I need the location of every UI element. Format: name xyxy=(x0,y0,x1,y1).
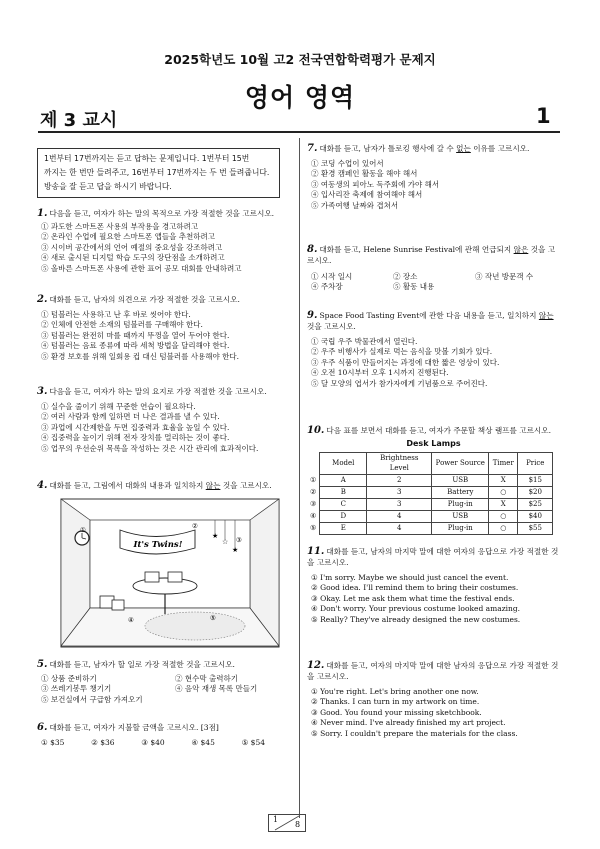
option: ② 장소 xyxy=(393,272,418,281)
table-row: ① A 2 USB X $15 xyxy=(307,474,553,486)
option: ④ 입사리잔 축제에 참여해야 해서 xyxy=(311,190,423,200)
banner-text: It's Twins! xyxy=(133,540,183,550)
option: ① I'm sorry. Maybe we should just cancel the event. xyxy=(311,573,509,582)
question-6 xyxy=(37,722,287,748)
listening-notice: 1번부터 17번까지는 듣고 답하는 문제입니다. 1번부터 15번 까지는 한 번만 들려주고, 16번부터 17번까지는 두 번 들려줍니다. 방송을 잘 듣고 답을 하시기 바랍니다. xyxy=(37,148,280,198)
table-header: Power Source xyxy=(432,452,489,474)
table-header: Price xyxy=(518,452,553,474)
question-number: 4. xyxy=(37,480,48,491)
table-row: ④ D 4 USB ○ $40 xyxy=(307,510,553,522)
question-9: 9. Space Food Tasting Event에 관한 다음 내용을 듣고, 일치하지 않는 것을 고르시오. ① 국립 우주 박물관에서 열린다. ② 우주 비행사가 실제로 먹는 음식을 맛볼 기회가 있다. ③ 우주 식품이 만들어지는 과정에 대한 짧은 영상이 있다. ④ 오전 10시부터 오후 1시까지 진행된다. ⑤ 달 모양의 엽서가 참가자에게 기념품으로 주어진다. xyxy=(307,310,560,389)
question-text: 다음을 듣고, 여자가 하는 말의 목적으로 가장 적절한 것을 고르시오. xyxy=(49,209,275,218)
table-header: Model xyxy=(320,452,367,474)
footer-total: 8 xyxy=(295,820,301,829)
question-10 xyxy=(307,425,560,535)
option: ⑤ Sorry. I couldn't prepare the materials for the class. xyxy=(311,728,518,738)
option: ③ 텀블러는 완전히 마를 때까지 뚜껑을 열어 두어야 한다. xyxy=(41,330,230,340)
option: ④ 음악 재생 목록 만들기 xyxy=(175,684,258,694)
table-row: ③ C 3 Plug-in X $25 xyxy=(307,498,553,510)
option: ① 코딩 수업이 있어서 xyxy=(311,159,384,168)
question-number: 11. xyxy=(307,546,325,557)
option: ③ 여동생의 피아노 독주회에 가야 해서 xyxy=(311,179,440,189)
label-5: ⑤ xyxy=(210,614,216,622)
table-title: Desk Lamps xyxy=(406,439,461,448)
star-icon: ☆ xyxy=(222,538,229,546)
option: ③ 우주 식품이 만들어지는 과정에 대한 짧은 영상이 있다. xyxy=(311,357,500,367)
option: ④ 주차장 xyxy=(311,282,343,292)
header-rule xyxy=(38,131,560,133)
question-2 xyxy=(37,294,287,362)
option: ① 텀블러는 사용하고 난 후 바로 씻어야 한다. xyxy=(41,310,191,319)
option: ⑤ 보건실에서 구급함 가져오기 xyxy=(41,694,143,704)
column-divider xyxy=(299,138,300,818)
question-text: 대화를 듣고, 남자의 마지막 말에 대한 여자의 응답으로 가장 적절한 것을 고르시오. xyxy=(307,547,559,567)
option: ① 시작 일시 xyxy=(311,272,353,281)
option: ① 실수을 줄이기 위해 꾸준한 연습이 필요하다. xyxy=(41,402,196,411)
round-rug xyxy=(145,612,245,640)
question-number: 5. xyxy=(37,659,48,670)
question-number: 6. xyxy=(37,722,48,733)
question-number: 1. xyxy=(37,208,48,219)
page-number: 1 xyxy=(536,104,551,128)
option: ① You're right. Let's bring another one now. xyxy=(311,687,479,696)
gift-box-icon xyxy=(112,600,124,610)
option: ③ $40 xyxy=(141,738,165,747)
option: ④ 오전 10시부터 오후 1시까지 진행된다. xyxy=(311,368,449,378)
option: ① 국립 우주 박물관에서 열린다. xyxy=(311,337,418,346)
label-2: ② xyxy=(192,522,198,530)
option: ⑤ Really? They've already designed the new costumes. xyxy=(311,614,521,624)
option: ④ 새로 출시된 디지털 학습 도구의 장단점을 소개하려고 xyxy=(41,253,225,263)
option: ① 상품 준비하기 xyxy=(41,674,97,683)
question-number: 7. xyxy=(307,143,318,154)
party-room-illustration xyxy=(60,498,280,648)
table-header: Brightness Level xyxy=(367,452,432,474)
label-4: ④ xyxy=(128,616,134,624)
question-7: 7. 대화를 듣고, 남자가 틀로킹 행사에 갈 수 없는 이유를 고르시오. ① 코딩 수업이 있어서 ② 환경 캠페인 활동을 해야 해서 ③ 여동생의 피아노 독주회에 가야 해서 ④ 입사리잔 축제에 참여해야 해서 ⑤ 가족여행 날짜와 겹쳐서 xyxy=(307,143,560,211)
question-number: 12. xyxy=(307,660,325,671)
option: ③ 쓰레기봉투 챙기기 xyxy=(41,684,112,694)
option: ⑤ 환경 보호를 위해 일회용 컵 대신 텀블러를 사용해야 한다. xyxy=(41,351,239,361)
option: ② 현수막 출력하기 xyxy=(175,674,238,683)
question-text: 다음을 듣고, 여자가 하는 말의 요지로 가장 적절한 것을 고르시오. xyxy=(49,387,267,396)
question-text: 대화를 듣고, 남자가 할 일로 가장 적절한 것을 고르시오. xyxy=(49,660,235,669)
cake-icon xyxy=(168,572,182,582)
table-header: Timer xyxy=(489,452,518,474)
option: ⑤ 활동 내용 xyxy=(393,282,435,292)
question-number: 9. xyxy=(307,310,318,321)
option: ② 여러 사람과 함께 일하면 더 나은 결과를 낼 수 있다. xyxy=(41,412,220,422)
option: ③ 작년 방문객 수 xyxy=(475,272,534,281)
star-icon: ★ xyxy=(232,546,239,554)
option: ④ Never mind. I've already finished my art project. xyxy=(311,718,506,728)
question-12 xyxy=(307,660,560,739)
option: ⑤ 가족여행 날짜와 겹쳐서 xyxy=(311,200,399,210)
cake-icon xyxy=(145,572,159,582)
table-row: ② B 3 Battery ○ $20 xyxy=(307,486,553,498)
option: ③ Good. You found your missing sketchbook. xyxy=(311,707,482,717)
question-number: 2. xyxy=(37,294,48,305)
footer-page: 1 xyxy=(273,815,279,824)
question-number: 3. xyxy=(37,386,48,397)
question-text: 다음 표를 보면서 대화를 듣고, 여자가 주문할 책상 램프를 고르시오. xyxy=(326,426,552,435)
question-5 xyxy=(37,659,287,705)
option: ② 인체에 안전한 소재의 텀블러를 구매해야 한다. xyxy=(41,320,203,330)
label-3: ③ xyxy=(236,536,242,544)
option: ② 우주 비행사가 실제로 먹는 음식을 맛볼 기회가 있다. xyxy=(311,347,493,357)
question-1 xyxy=(37,208,287,274)
option: ② $36 xyxy=(91,738,115,747)
question-3 xyxy=(37,386,287,454)
question-11 xyxy=(307,546,560,625)
option: ④ 집중력을 높이기 위해 전자 장치를 멀리하는 것이 좋다. xyxy=(41,433,230,443)
option: ⑤ 업무의 우선순위 목록을 작성하는 것은 시간 관리에 효과적이다. xyxy=(41,443,259,453)
page-footer xyxy=(268,814,306,832)
question-number: 10. xyxy=(307,425,325,436)
option: ④ Don't worry. Your previous costume looked amazing. xyxy=(311,604,521,614)
option: ② 환경 캠페인 활동을 해야 해서 xyxy=(311,169,418,179)
option: ② 온라인 수업에 필요한 스마트폰 앱들을 추천하려고 xyxy=(41,232,215,242)
question-number: 8. xyxy=(307,244,318,255)
option: ⑤ 올바른 스마트폰 사용에 관한 표어 공모 대회를 안내하려고 xyxy=(41,263,242,273)
option: ② Thanks. I can turn in my artwork on time. xyxy=(311,697,480,707)
option: ⑤ $54 xyxy=(241,738,265,747)
round-table xyxy=(133,578,197,594)
question-text: 대화를 듣고, 여자의 마지막 말에 대한 남자의 응답으로 가장 적절한 것을 고르시오. xyxy=(307,661,559,681)
star-icon: ★ xyxy=(212,532,219,540)
subject-title: 영어 영역 xyxy=(244,83,356,112)
question-text: 대화를 듣고, 여자가 지불할 금액을 고르시오. [3점] xyxy=(49,723,219,732)
option: ① $35 xyxy=(41,738,65,747)
question-4: 4. 대화를 듣고, 그림에서 대화의 내용과 일치하지 않는 것을 고르시오. xyxy=(37,480,272,491)
option: ① 과도한 스마트폰 사용의 부작용을 경고하려고 xyxy=(41,222,199,231)
desk-lamps-table xyxy=(307,452,553,535)
exam-title: 2025학년도 10월 고2 전국연합학력평가 문제지 xyxy=(164,52,436,67)
period-label: 제 3 교시 xyxy=(40,110,118,131)
label-1: ① xyxy=(80,526,86,534)
option: ⑤ 달 모양의 엽서가 참가자에게 기념품으로 주어진다. xyxy=(311,378,488,388)
option: ④ $45 xyxy=(191,738,215,747)
option: ② Good idea. I'll remind them to bring their costumes. xyxy=(311,583,519,593)
option: ③ 과업에 시간제한을 두면 집중력과 효율을 높일 수 있다. xyxy=(41,422,230,432)
table-row: ⑤ E 4 Plug-in ○ $55 xyxy=(307,522,553,534)
question-text: 대화를 듣고, 남자의 의견으로 가장 적절한 것을 고르시오. xyxy=(49,295,240,304)
question-8: 8. 대화를 듣고, Helene Sunrise Festival에 관해 언급되지 않은 것을 고르시오. ① 시작 일시 ② 장소 ③ 작년 방문객 수 ④ 주차장 ⑤ 활동 내용 xyxy=(307,244,556,292)
option: ③ 시이버 공간에서의 언어 예절의 중요성을 강조하려고 xyxy=(41,242,223,252)
option: ③ Okay. Let me ask them what time the festival ends. xyxy=(311,593,515,603)
option: ④ 텀블러는 음료 종류에 따라 세척 방법을 달리해야 한다. xyxy=(41,341,230,351)
